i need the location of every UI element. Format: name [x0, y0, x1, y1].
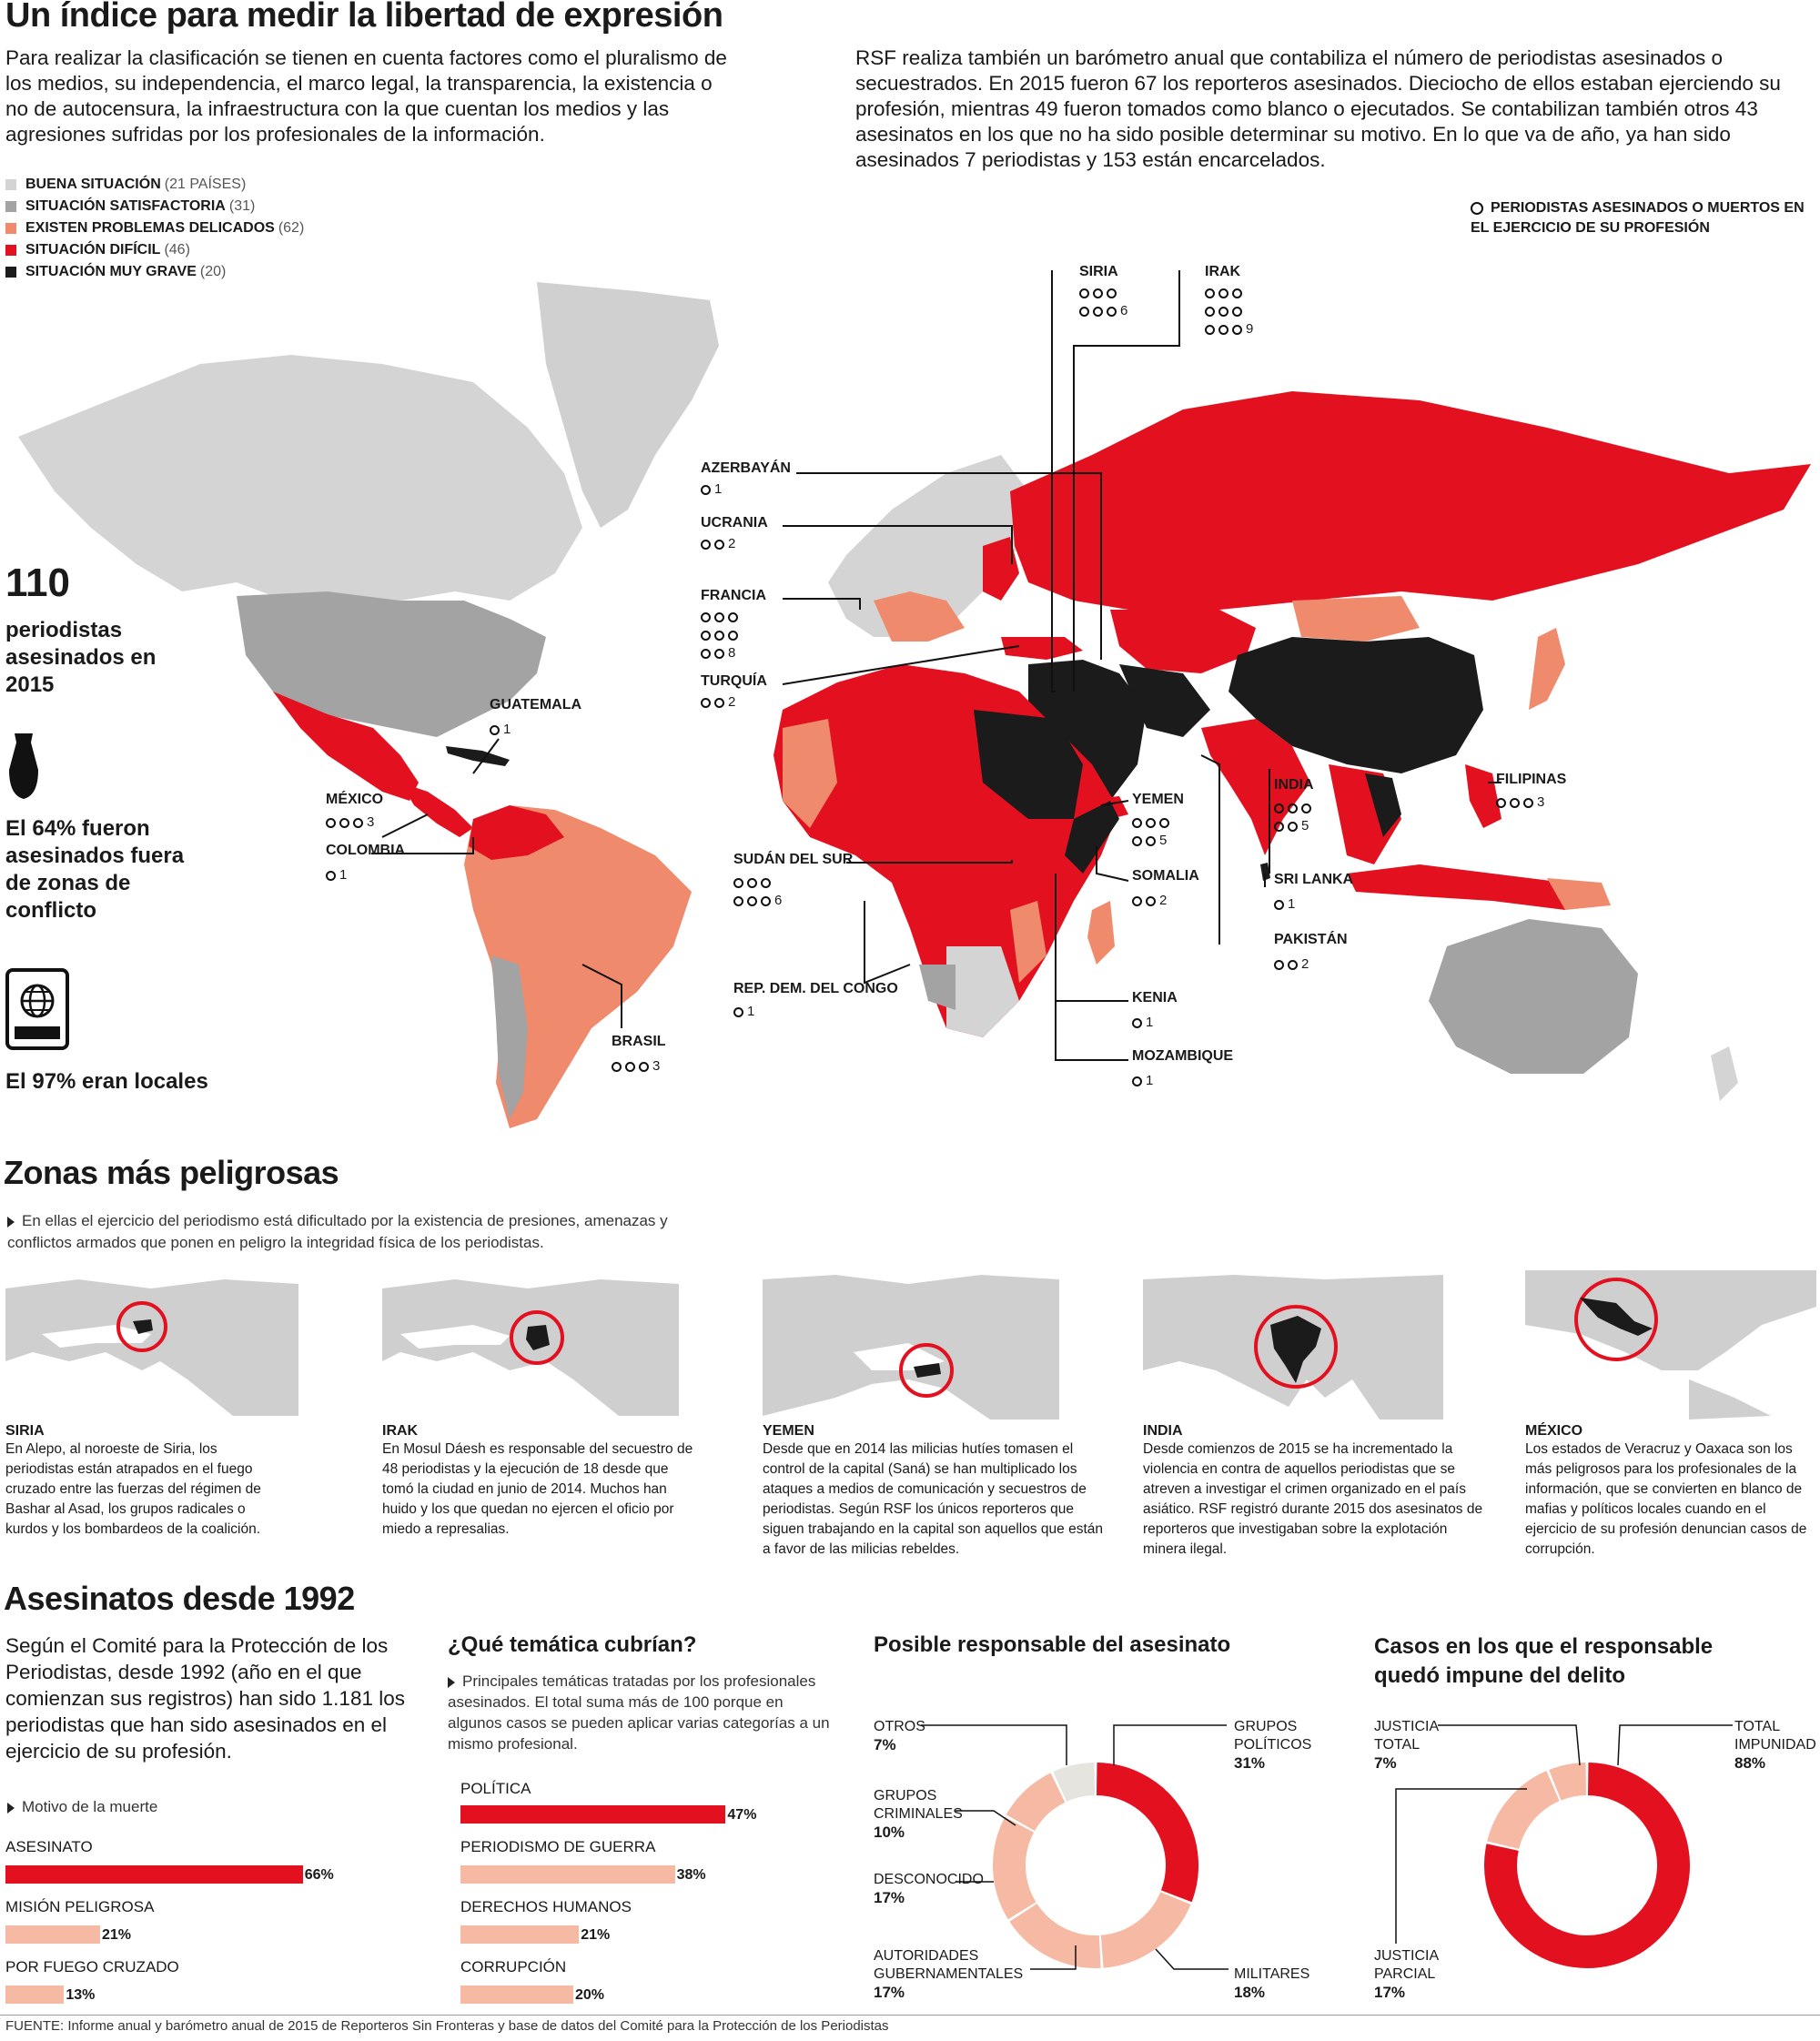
russia [1010, 391, 1811, 610]
theme-bar-corrupcion [460, 1985, 573, 2004]
circle-icon [728, 631, 738, 641]
circle-icon [1146, 836, 1156, 846]
circle-icon [1205, 325, 1215, 335]
circle-icon [728, 612, 738, 622]
since1992-text: Según el Comité para la Protección de los Periodistas, desde 1992 (año en el que comienzan sus registros) han sido 1.181 los periodistas que han sido asesinados en el ejercicio de su profesión. [5, 1634, 405, 1763]
motive-bar-asesinato [5, 1865, 303, 1884]
zone-map-irak [382, 1270, 679, 1416]
circle-icon [1079, 307, 1089, 317]
circle-icon [639, 1062, 649, 1072]
theme-label-corrupcion: CORRUPCIÓN [460, 1958, 567, 1975]
circle-icon [714, 631, 724, 641]
swatch [5, 201, 16, 212]
label-mexico: MÉXICO [326, 792, 384, 807]
label-sudan-del-sur: SUDÁN DEL SUR [733, 852, 854, 867]
intro-left: Para realizar la clasificación se tienen en cuenta factores como el pluralismo de los medios, su independencia, el marco legal, la transparencia, la existencia o no de autocensura, la infraestructura con la que cuentan los medios y las agresiones sufridas por los profesionales de la información. [5, 46, 727, 146]
label-rdc: REP. DEM. DEL CONGO [733, 981, 898, 996]
circle-icon [1079, 288, 1089, 298]
circle-icon [733, 896, 743, 906]
canada [18, 355, 582, 601]
circle-icon [1107, 288, 1117, 298]
circle-icon [1132, 836, 1142, 846]
theme-label-ddhh: DERECHOS HUMANOS [460, 1898, 632, 1915]
central-asia [1110, 610, 1256, 673]
zones-note: En ellas el ejercicio del periodismo está dificultado por la existencia de presiones, amenazas y conflictos armados que ponen en peligro la integridad física de los periodistas. [7, 1212, 668, 1251]
theme-pct-guerra: 38% [676, 1867, 706, 1883]
circle-icon [1218, 325, 1228, 335]
count-somalia: 2 [1132, 892, 1167, 910]
theme-pct-politica: 47% [727, 1807, 757, 1823]
count-sri-lanka: 1 [1274, 895, 1295, 914]
circle-icon [761, 878, 771, 888]
label-brasil: BRASIL [612, 1034, 666, 1049]
circle-icon [1205, 307, 1215, 317]
killed-text: periodistas asesinados en 2015 [5, 618, 157, 697]
label-colombia: COLOMBIA [326, 843, 406, 858]
circle-icon [1288, 822, 1298, 832]
legend-item-delicate: EXISTEN PROBLEMAS DELICADOS (62) [5, 218, 304, 238]
circle-icon [701, 631, 711, 641]
circle-icon [701, 698, 711, 708]
label-somalia: SOMALIA [1132, 868, 1199, 884]
count-india: 5 [1274, 799, 1356, 835]
count-filipinas: 3 [1496, 793, 1544, 812]
motive-label-mision: MISIÓN PELIGROSA [5, 1898, 155, 1915]
label-filipinas: FILIPINAS [1496, 772, 1567, 787]
circle-icon [714, 649, 724, 659]
triangle-icon [7, 1217, 15, 1228]
circle-icon [714, 698, 724, 708]
circle-icon [1496, 798, 1506, 808]
circle-icon [1218, 307, 1228, 317]
passport-icon [5, 968, 69, 1050]
turkey [1001, 637, 1083, 660]
theme-label-guerra: PERIODISMO DE GUERRA [460, 1838, 656, 1855]
resp-label-militares: MILITARES 18% [1234, 1966, 1310, 2001]
usa [237, 591, 546, 737]
zone-mexico: MÉXICO Los estados de Veracruz y Oaxaca son los más peligrosos para los profesionales de la información, que se convierten en blanco de mafias y políticos locales cuando en el ejercicio de su profesión denuncian casos de corrupción. [1525, 1423, 1807, 1557]
new-zealand [1711, 1046, 1738, 1101]
circle-icon [1301, 803, 1311, 813]
count-mexico: 3 [326, 813, 374, 832]
count-guatemala: 1 [490, 721, 511, 739]
circle-icon [701, 540, 711, 550]
responsible-leaders [874, 1711, 1292, 2002]
cuba [446, 746, 510, 766]
themes-title: ¿Qué temática cubrían? [448, 1632, 697, 1657]
australia [1429, 919, 1638, 1074]
zone-siria: SIRIA En Alepo, al noroeste de Siria, los periodistas están atrapados en el fuego cruzado entre las fuerzas del régimen de Bashar al Asad, los grupos radicales o kurdos y los bombardeos de la coalición. [5, 1423, 261, 1537]
responsible-title: Posible responsable del asesinato [874, 1632, 1231, 1657]
circle-icon [625, 1062, 635, 1072]
legend-item-difficult: SITUACIÓN DIFÍCIL (46) [5, 240, 190, 260]
intro-right: RSF realiza también un barómetro anual que contabiliza el número de periodistas asesinados o secuestrados. En 2015 fueron 67 los reporteros asesinados. Dieciocho de ellos estaban ejerciendo su profesión, mientras 49 fueron tomados como blanco o ejecutados. Se contabilizan también otros 43 asesinatos en los que no ha sido posible determinar su motivo. En lo que va de año, ya han sido asesinados 7 periodistas y 153 están encarcelados. [855, 46, 1781, 171]
zone-map-india [1143, 1270, 1443, 1420]
zone-india: INDIA Desde comienzos de 2015 se ha incrementado la violencia en contra de aquellos periodistas que se atreven a investigar el crimen organizado en el país asiático. RSF registró durante 2015 dos asesinatos de reporteros que investigaban sobre la explotación minera ilegal. [1143, 1423, 1483, 1557]
motive-label-fuego: POR FUEGO CRUZADO [5, 1958, 179, 1975]
theme-pct-ddhh: 21% [581, 1927, 611, 1943]
legend-item-satisfactory: SITUACIÓN SATISFACTORIA (31) [5, 197, 255, 217]
circle-icon [1146, 818, 1156, 828]
zone-map-siria [5, 1270, 298, 1416]
circle-icon [1274, 803, 1284, 813]
circle-icon [747, 896, 757, 906]
resp-label-desconocido: DESCONOCIDO 17% [874, 1872, 984, 1906]
count-brasil: 3 [612, 1057, 660, 1076]
circle-icon [1288, 803, 1298, 813]
mongolia [1292, 596, 1420, 642]
circle-icon [1232, 325, 1242, 335]
circle-icon [761, 896, 771, 906]
count-mozambique: 1 [1132, 1072, 1153, 1090]
count-rdc: 1 [733, 1003, 754, 1021]
label-siria: SIRIA [1079, 264, 1118, 279]
circle-icon [701, 485, 711, 495]
circle-icon [490, 725, 500, 735]
circle-icon [1146, 896, 1156, 906]
swatch [5, 179, 16, 190]
theme-pct-corrupcion: 20% [575, 1987, 605, 2003]
resp-label-autoridades: AUTORIDADES GUBERNAMENTALES 17% [874, 1948, 1024, 2001]
circle-icon [1288, 960, 1298, 970]
madagascar [1087, 901, 1115, 965]
themes-note: Principales temáticas tratadas por los profesionales asesinados. El total suma más de 100 porque en algunos casos se pueden aplicar varias categorías a un mismo profesional. [448, 1672, 830, 1753]
imp-label-justicia-total: JUSTICIA TOTAL 7% [1374, 1719, 1439, 1772]
count-colombia: 1 [326, 866, 347, 884]
circle-icon [733, 878, 743, 888]
triangle-icon [448, 1677, 455, 1688]
motive-pct-mision: 21% [101, 1927, 131, 1943]
resp-label-criminales: GRUPOS CRIMINALES 10% [874, 1788, 963, 1841]
japan [1529, 628, 1565, 710]
impunity-leaders [1374, 1711, 1811, 2002]
footer-source: FUENTE: Informe anual y barómetro anual de 2015 de Reporteros Sin Fronteras y base de datos del Comité para la Protección de los Periodistas [5, 2018, 889, 2034]
theme-bar-politica [460, 1805, 725, 1824]
outside-conflict-text: El 64% fueron asesinados fuera de zonas de conflicto [5, 816, 185, 923]
locals-text: El 97% eran locales [5, 1069, 208, 1094]
circle-icon [1205, 288, 1215, 298]
circle-icon [326, 871, 336, 881]
label-kenia: KENIA [1132, 990, 1178, 1005]
label-sri-lanka: SRI LANKA [1274, 872, 1354, 887]
killed-number: 110 [5, 561, 70, 605]
zone-map-yemen [763, 1270, 1059, 1420]
page-title: Un índice para medir la libertad de expresión [5, 0, 723, 35]
bullet-icon [7, 733, 40, 799]
label-india: INDIA [1274, 777, 1314, 793]
circle-icon [1107, 307, 1117, 317]
triangle-icon [7, 1803, 15, 1814]
label-guatemala: GUATEMALA [490, 697, 582, 712]
circle-icon [701, 649, 711, 659]
circle-icon [1218, 288, 1228, 298]
circle-icon [747, 878, 757, 888]
count-azerbayan: 1 [701, 480, 722, 499]
zone-yemen: YEMEN Desde que en 2014 las milicias hutíes tomasen el control de la capital (Saná) se han multiplicado los ataques a medios de comunicación y secuestros de periodistas. Según RSF los únicos reporteros que siguen trabajando en la capital son aquellos que están a favor de las milicias rebeldes. [763, 1423, 1103, 1557]
theme-label-politica: POLÍTICA [460, 1780, 531, 1797]
theme-bar-ddhh [460, 1925, 579, 1944]
count-kenia: 1 [1132, 1014, 1153, 1032]
circle-icon [1132, 818, 1142, 828]
circle-icon [1471, 202, 1483, 215]
label-irak: IRAK [1205, 264, 1241, 279]
label-yemen: YEMEN [1132, 792, 1184, 807]
circle-icon [1274, 960, 1284, 970]
count-irak: 9 [1205, 284, 1287, 338]
since1992-note: Motivo de la muerte [7, 1798, 157, 1816]
circle-icon [1274, 900, 1284, 910]
circle-icon [1132, 1018, 1142, 1028]
circle-icon [733, 1007, 743, 1017]
namibia [919, 965, 956, 1010]
label-turquia: TURQUÍA [701, 673, 767, 689]
motive-bar-mision [5, 1925, 100, 1944]
since1992-title: Asesinatos desde 1992 [4, 1580, 355, 1617]
circle-icon [339, 818, 349, 828]
imp-label-parcial: JUSTICIA PARCIAL 17% [1374, 1948, 1439, 2001]
count-siria: 6 [1079, 284, 1161, 320]
circle-icon [1093, 307, 1103, 317]
resp-label-otros: OTROS 7% [874, 1719, 925, 1753]
theme-bar-guerra [460, 1865, 675, 1884]
zone-map-mexico [1525, 1270, 1816, 1420]
circle-icon [701, 612, 711, 622]
label-ucrania: UCRANIA [701, 515, 768, 530]
count-pakistan: 2 [1274, 955, 1309, 974]
motive-pct-asesinato: 66% [304, 1867, 334, 1883]
swatch [5, 223, 16, 234]
circle-icon [714, 540, 724, 550]
motive-pct-fuego: 13% [66, 1987, 96, 2003]
label-francia: FRANCIA [701, 588, 766, 603]
imp-label-total: TOTAL IMPUNIDAD 88% [1734, 1719, 1816, 1772]
circle-icon [1232, 307, 1242, 317]
count-francia: 8 [701, 608, 783, 662]
count-ucrania: 2 [701, 535, 735, 553]
circle-icon [1510, 798, 1520, 808]
circle-icon [714, 612, 724, 622]
circle-icon [1232, 288, 1242, 298]
resp-label-politicos: GRUPOS POLÍTICOS 31% [1234, 1719, 1312, 1772]
circle-icon [1132, 1076, 1142, 1086]
motive-label-asesinato: ASESINATO [5, 1838, 93, 1855]
circle-icon [1159, 818, 1169, 828]
circle-icon [1132, 896, 1142, 906]
zone-irak: IRAK En Mosul Dáesh es responsable del secuestro de 48 periodistas y la ejecución de 18 desde que tomó la ciudad en junio de 2014. Muchos han huido y los que quedan no ejercen el oficio por miedo a represalias. [382, 1423, 693, 1537]
footer-rule [0, 2015, 1820, 2016]
label-azerbayan: AZERBAYÁN [701, 460, 791, 476]
impunity-title: Casos en los que el responsable quedó impune del delito [1374, 1634, 1714, 1688]
circle-icon [1093, 288, 1103, 298]
map-circle-legend: PERIODISTAS ASESINADOS O MUERTOS EN EL EJERCICIO DE SU PROFESIÓN [1471, 200, 1805, 236]
count-sudan-del-sur: 6 [733, 874, 815, 910]
circle-icon [326, 818, 336, 828]
count-turquia: 2 [701, 693, 735, 712]
world-map [0, 255, 1820, 1128]
central-america [400, 783, 473, 837]
circle-icon [1274, 822, 1284, 832]
circle-icon [353, 818, 363, 828]
label-pakistan: PAKISTÁN [1274, 932, 1348, 947]
motive-bar-fuego [5, 1985, 64, 2004]
legend-item-good: BUENA SITUACIÓN (21 PAÍSES) [5, 175, 246, 195]
legend-item-grave: SITUACIÓN MUY GRAVE (20) [5, 262, 226, 282]
label-mozambique: MOZAMBIQUE [1132, 1048, 1234, 1064]
circle-icon [612, 1062, 622, 1072]
zones-title: Zonas más peligrosas [4, 1154, 339, 1191]
circle-icon [1523, 798, 1533, 808]
count-yemen: 5 [1132, 813, 1214, 850]
